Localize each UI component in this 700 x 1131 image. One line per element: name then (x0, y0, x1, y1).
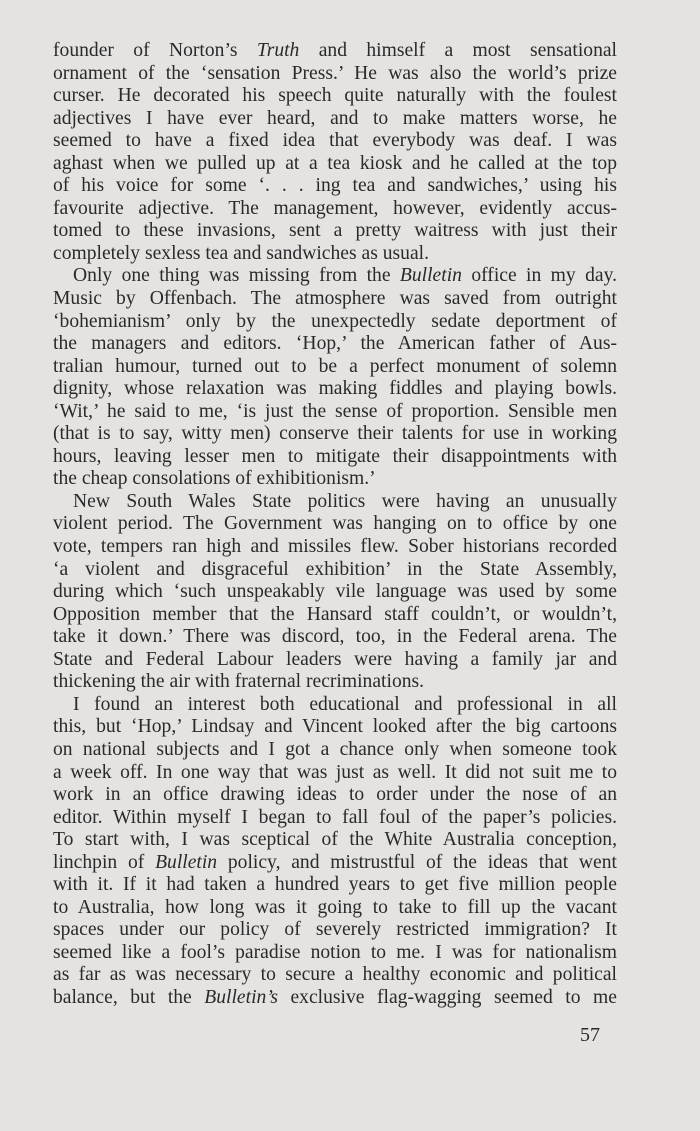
text-line: curser. He decorated his speech quite naturally with the foulest (53, 85, 617, 107)
text-line: To start with, I was sceptical of the White Australia conception, (53, 829, 617, 851)
text-line: editor. Within myself I began to fall foul of the paper’s policies. (53, 806, 617, 828)
text-line: Opposition member that the Hansard staff couldn’t, or wouldn’t, (53, 603, 617, 625)
text-line: during which ‘such unspeakably vile language was used by some (53, 581, 617, 603)
text-line: on national subjects and I got a chance only when someone took (53, 738, 617, 760)
text-line: the cheap consolations of exhibitionism.’ (53, 468, 376, 490)
text-line: take it down.’ There was discord, too, in the Federal arena. The (53, 626, 617, 648)
text-line: aghast when we pulled up at a tea kiosk and he called at the top (53, 152, 617, 174)
text-line: hours, leaving lesser men to mitigate their disappointments with (53, 445, 617, 467)
text-line: dignity, whose relaxation was making fiddles and playing bowls. (53, 378, 617, 400)
text-line: spaces under our policy of severely restricted immigration? It (53, 919, 617, 941)
text-line: vote, tempers ran high and missiles flew. Sober historians recorded (53, 536, 617, 558)
text-line: linchpin of Bulletin policy, and mistrustful of the ideas that went (53, 851, 617, 873)
text-line: Only one thing was missing from the Bulletin office in my day. (73, 265, 618, 287)
text-line: favourite adjective. The management, however, evidently accus- (53, 197, 617, 219)
text-line: ‘Wit,’ he said to me, ‘is just the sense of proportion. Sensible men (53, 400, 617, 422)
text-line: ‘bohemianism’ only by the unexpectedly sedate deportment of (53, 310, 617, 332)
page-number: 57 (580, 1024, 600, 1046)
text-line: to Australia, how long was it going to take to fill up the vacant (53, 896, 617, 918)
text-line: founder of Norton’s Truth and himself a most sensational (53, 40, 618, 61)
text-line: this, but ‘Hop,’ Lindsay and Vincent looked after the big cartoons (53, 716, 617, 738)
text-line: a week off. In one way that was just as well. It did not suit me to (53, 761, 617, 783)
text-line: balance, but the Bulletin’s exclusive flag-wagging seemed to me (53, 986, 617, 1008)
text-line: tomed to these invasions, sent a pretty waitress with just their (53, 220, 617, 242)
text-line: (that is to say, witty men) conserve their talents for use in working (53, 423, 617, 445)
text-line: seemed to have a fixed idea that everybody was deaf. I was (53, 130, 617, 152)
body-text (53, 40, 617, 1010)
text-line: I found an interest both educational and professional in all (73, 693, 617, 715)
text-line: seemed like a fool’s paradise notion to me. I was for nationalism (53, 941, 617, 963)
text-line: thickening the air with fraternal recriminations. (53, 671, 425, 693)
text-line: work in an office drawing ideas to order under the nose of an (53, 784, 617, 806)
text-line: State and Federal Labour leaders were having a family jar and (53, 648, 617, 670)
text-line: New South Wales State politics were having an unusually (73, 490, 617, 512)
text-line: Music by Offenbach. The atmosphere was saved from outright (53, 288, 617, 310)
text-line: as far as was necessary to secure a healthy economic and political (53, 964, 617, 986)
text-line: with it. If it had taken a hundred years to get five million people (53, 874, 617, 896)
text-line: adjectives I have ever heard, and to make matters worse, he (53, 107, 617, 129)
text-line: violent period. The Government was hanging on to office by one (53, 513, 617, 535)
text-line: of his voice for some ‘. . . ing tea and sandwiches,’ using his (53, 175, 617, 197)
text-line: the managers and editors. ‘Hop,’ the American father of Aus- (53, 333, 617, 355)
text-line: completely sexless tea and sandwiches as usual. (53, 242, 429, 264)
text-line: ‘a violent and disgraceful exhibition’ in the State Assembly, (53, 558, 617, 580)
text-line: ornament of the ‘sensation Press.’ He was also the world’s prize (53, 62, 617, 84)
text-line: tralian humour, turned out to be a perfect monument of solemn (53, 355, 617, 377)
